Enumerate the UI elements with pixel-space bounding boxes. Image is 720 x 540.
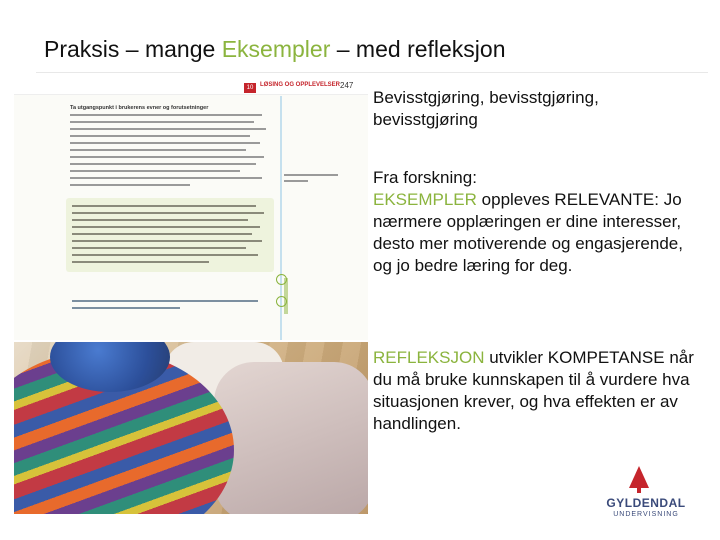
tree-trunk [637,488,641,493]
highlight-refleksjon: REFLEKSJON [373,348,485,367]
bullet-reflection-body: utvikler KOMPETANSE når du må bruke kunnskapen til å vurdere hva situasjonen krever, og hva effekten er av handlingen. [373,348,694,433]
bullet-awareness: Bevisstgjøring, bevisstgjøring, bevisstgjøring [373,88,599,129]
title-part2: – med refleksjon [330,36,506,62]
chapter-badge: 10 [244,83,256,93]
title-part1: Praksis – mange [44,36,222,62]
margin-vertical-label [284,278,288,314]
logo-name: GYLDENDAL [606,496,686,510]
book-reflection-question [66,296,274,326]
book-page-number: 247 [340,81,354,90]
tree-icon [629,466,649,488]
logo-subtitle: UNDERVISNING [613,511,679,518]
slide-title [44,36,506,63]
book-section-title: Ta utgangspunkt i brukerens evner og forutsetninger [70,105,209,111]
child-photo [14,342,368,514]
gyldendal-logo [586,466,706,526]
book-body-text [70,114,270,191]
title-accent: Eksempler [221,36,331,62]
book-margin-note [284,174,344,186]
highlight-eksempler: EKSEMPLER [373,190,477,209]
bullet-research [373,167,693,277]
book-page-image [14,78,368,340]
bullet-research-body: oppleves RELEVANTE: Jo nærmere opplæringen er dine interesser, desto mer motiverende og engasjerende, og jo bedre læring for deg. [373,190,683,275]
bullet-reflection [373,347,703,435]
book-example-box [66,198,274,272]
title-divider [36,72,708,73]
bullet-research-intro: Fra forskning: [373,168,477,187]
photo-jacket [214,362,368,514]
book-page-heading: LØSING OG OPPLEVELSER [260,82,341,88]
